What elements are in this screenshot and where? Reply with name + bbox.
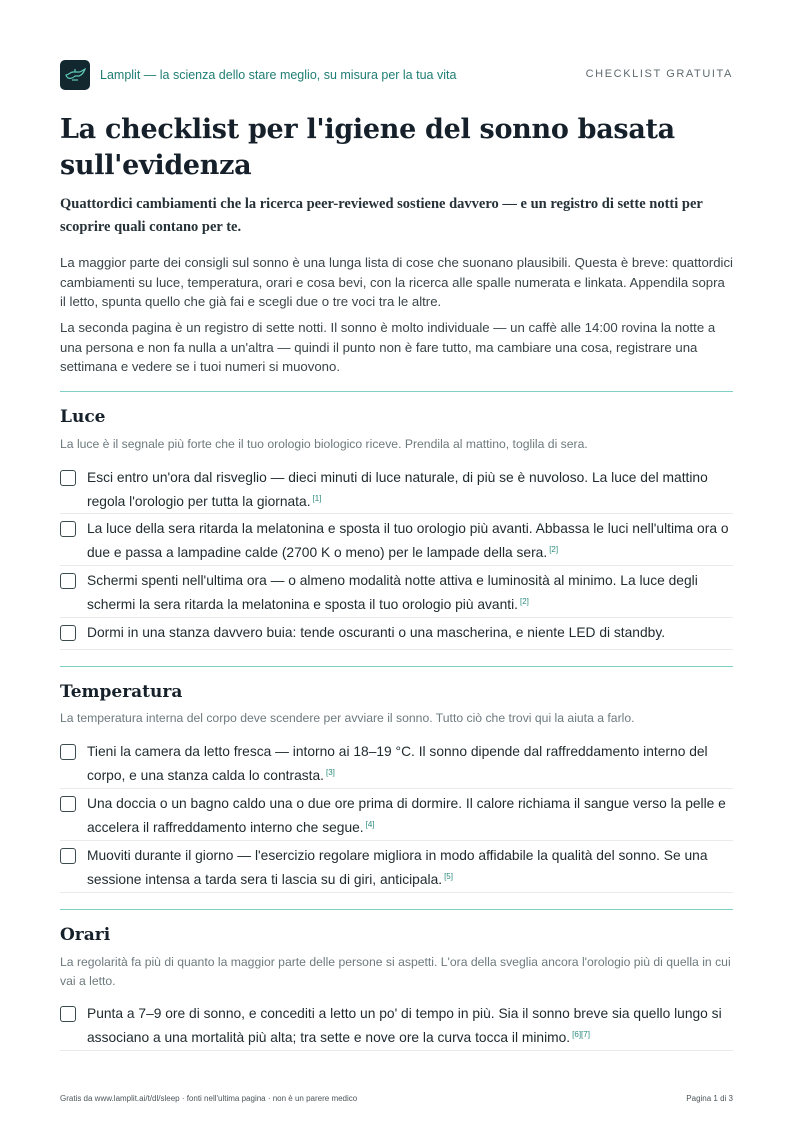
reference-link[interactable]: [2] <box>549 544 559 554</box>
section-divider <box>60 666 733 667</box>
page-header <box>60 60 733 92</box>
reference-link[interactable]: [3] <box>326 767 335 777</box>
checkbox[interactable] <box>60 1006 76 1022</box>
item-text: Punta a 7–9 ore di sonno, e concediti a letto un po' di tempo in più. Sia il sonno breve sia quello lungo si associano a una mortalità più alta; tra sette e nove ore la curva tocca il minimo. <box>87 1006 722 1045</box>
item-text: Dormi in una stanza davvero buia: tende oscuranti o una mascherina, e niente LED di standby. <box>87 625 666 640</box>
section-title-orari: Orari <box>60 925 111 945</box>
brand-tagline[interactable]: Lamplit — la scienza dello stare meglio, su misura per la tua vita <box>100 68 457 82</box>
item-separator <box>60 1050 733 1051</box>
reference-link[interactable]: [2] <box>520 596 529 606</box>
section-title-luce: Luce <box>60 407 106 427</box>
section-title-temperatura: Temperatura <box>60 682 183 702</box>
reference-link[interactable]: [1] <box>312 493 322 503</box>
footer-source: Gratis da www.lamplit.ai/t/dl/sleep · fonti nell'ultima pagina · non è un parere medico <box>60 1094 358 1103</box>
item-separator <box>60 840 733 841</box>
item-separator <box>60 513 733 514</box>
item-text: Una doccia o un bagno caldo una o due ore prima di dormire. Il calore richiama il sangue verso la pelle e accelera il raffreddamento interno che segue. <box>87 796 726 835</box>
reference-link[interactable]: [4] <box>365 819 375 829</box>
section-divider <box>60 391 733 392</box>
item-text: Esci entro un'ora dal risveglio — dieci minuti di luce naturale, di più se è nuvoloso. La luce del mattino regola l'orologio per tutta la giornata. <box>87 470 708 509</box>
reference-link[interactable]: [6][7] <box>572 1029 590 1039</box>
checkbox[interactable] <box>60 521 76 537</box>
page-number: Pagina 1 di 3 <box>686 1094 733 1103</box>
lamp-logo-icon <box>60 60 90 90</box>
checkbox[interactable] <box>60 796 76 812</box>
intro-paragraph-1: La maggior parte dei consigli sul sonno è una lunga lista di cose che suonano plausibili. Questa è breve: quattordici cambiamenti su luce, temperatura, orari e cosa bevi, con la ricerca alle spalle numerata e linkata. Appendila sopra il letto, spunta quello che già fai e scegli due o tre voci tra le altre. <box>60 255 733 309</box>
checkbox[interactable] <box>60 573 76 589</box>
section-divider <box>60 909 733 910</box>
document-tag: CHECKLIST GRATUITA <box>585 68 733 80</box>
checkbox[interactable] <box>60 744 76 760</box>
item-separator <box>60 565 733 566</box>
section-desc-temperatura: La temperatura interna del corpo deve scendere per avviare il sonno. Tutto ciò che trovi qui la aiuta a farlo. <box>60 711 635 725</box>
page-title: La checklist per l'igiene del sonno basata sull'evidenza <box>60 114 675 181</box>
section-desc-luce: La luce è il segnale più forte che il tuo orologio biologico riceve. Prendila al mattino, toglila di sera. <box>60 437 588 451</box>
item-separator <box>60 649 733 650</box>
item-text: Muoviti durante il giorno — l'esercizio regolare migliora in modo affidabile la qualità del sonno. Se una sessione intensa a tarda sera ti lascia su di giri, anticipala. <box>87 848 708 887</box>
intro-paragraph-2: La seconda pagina è un registro di sette notti. Il sonno è molto individuale — un caffè alle 14:00 rovina la notte a una persona e non fa nulla a un'altra — quindi il punto non è fare tutto, ma cambiare una cosa, registrare una settimana e vedere se i tuoi numeri si muovono. <box>60 320 716 374</box>
item-text: La luce della sera ritarda la melatonina e sposta il tuo orologio più avanti. Abbassa le luci nell'ultima ora o due e passa a lampadine calde (2700 K o meno) per le lampade della sera. <box>87 521 729 560</box>
checkbox[interactable] <box>60 625 76 641</box>
item-text: Schermi spenti nell'ultima ora — o almeno modalità notte attiva e luminosità al minimo. La luce degli schermi la sera ritarda la melatonina e sposta il tuo orologio più avanti. <box>87 573 698 612</box>
item-separator <box>60 788 733 789</box>
checkbox[interactable] <box>60 848 76 864</box>
checkbox[interactable] <box>60 470 76 486</box>
section-desc-orari: La regolarità fa più di quanto la maggior parte delle persone si aspetti. L'ora della sveglia ancora l'orologio più di quella in cui vai a letto. <box>60 955 731 988</box>
item-separator <box>60 617 733 618</box>
reference-link[interactable]: [5] <box>444 871 453 881</box>
item-text: Tieni la camera da letto fresca — intorno ai 18–19 °C. Il sonno dipende dal raffreddamento interno del corpo, e una stanza calda lo contrasta. <box>87 744 708 783</box>
item-separator <box>60 892 733 893</box>
page-subtitle: Quattordici cambiamenti che la ricerca peer-reviewed sostiene davvero — e un registro di sette notti per scoprire quali contano per te. <box>60 196 703 235</box>
